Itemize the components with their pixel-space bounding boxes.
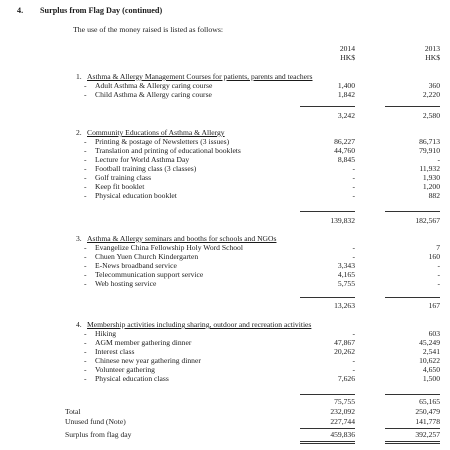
item-value-2014: - bbox=[352, 182, 355, 191]
surplus-rule-2013 bbox=[385, 428, 440, 429]
item-value-2013: 10,622 bbox=[419, 356, 440, 365]
bullet-dash: - bbox=[84, 365, 87, 374]
col-header-2014: 2014 bbox=[339, 44, 355, 53]
item-value-2014: 8,845 bbox=[337, 155, 355, 164]
item-value-2013: 1,200 bbox=[422, 182, 440, 191]
item-value-2014: 5,755 bbox=[337, 279, 355, 288]
item-value-2013: 79,910 bbox=[419, 146, 440, 155]
item-value-2013: 160 bbox=[428, 252, 440, 261]
item-value-2013: 4,650 bbox=[422, 365, 440, 374]
item-value-2014: - bbox=[352, 356, 355, 365]
subtotal-rule-2014 bbox=[300, 394, 355, 395]
item-label: Golf training class bbox=[95, 173, 152, 182]
item-value-2013: 2,220 bbox=[422, 90, 440, 99]
item-value-2014: 44,760 bbox=[334, 146, 355, 155]
item-value-2014: 1,842 bbox=[337, 90, 355, 99]
bullet-dash: - bbox=[84, 329, 87, 338]
surplus-rule-2014 bbox=[300, 428, 355, 429]
subtotal-2013: 167 bbox=[428, 301, 440, 310]
item-value-2014: - bbox=[352, 243, 355, 252]
subtotal-rule-2013 bbox=[385, 211, 440, 212]
bullet-dash: - bbox=[84, 155, 87, 164]
double-rule-2014-b bbox=[300, 443, 355, 444]
col-currency-2014: HK$ bbox=[340, 53, 355, 62]
section-heading: Surplus from Flag Day (continued) bbox=[40, 6, 163, 15]
subtotal-rule-2014 bbox=[300, 106, 355, 107]
surplus-2014: 459,836 bbox=[330, 430, 355, 439]
item-value-2014: 20,262 bbox=[334, 347, 355, 356]
double-rule-2014-a bbox=[300, 441, 355, 442]
item-value-2014: 1,400 bbox=[337, 81, 355, 90]
section-1-title: Asthma & Allergy Management Courses for patients, parents and teachers bbox=[87, 72, 313, 81]
item-value-2014: - bbox=[352, 173, 355, 182]
section-2-title: Community Educations of Asthma & Allergy bbox=[87, 128, 225, 137]
bullet-dash: - bbox=[84, 173, 87, 182]
bullet-dash: - bbox=[84, 347, 87, 356]
bullet-dash: - bbox=[84, 90, 87, 99]
item-label: Football training class (3 classes) bbox=[95, 164, 197, 173]
item-value-2014: - bbox=[352, 252, 355, 261]
item-label: Lecture for World Asthma Day bbox=[95, 155, 190, 164]
col-header-2013: 2013 bbox=[424, 44, 440, 53]
item-label: Interest class bbox=[95, 347, 135, 356]
section-3-title: Asthma & Allergy seminars and booths for schools and NGOs bbox=[87, 234, 277, 243]
bullet-dash: - bbox=[84, 252, 87, 261]
section-1-number: 1. bbox=[76, 72, 82, 81]
item-label: Physical education booklet bbox=[95, 191, 177, 200]
total-value-2014: 232,092 bbox=[330, 407, 355, 416]
item-label: Printing & postage of Newsletters (3 issues) bbox=[95, 137, 230, 146]
item-value-2013: - bbox=[437, 261, 440, 270]
item-value-2013: 7 bbox=[436, 243, 440, 252]
item-label: Child Asthma & Allergy caring course bbox=[95, 90, 212, 99]
item-value-2013: - bbox=[437, 155, 440, 164]
bullet-dash: - bbox=[84, 374, 87, 383]
subtotal-2014: 3,242 bbox=[337, 111, 355, 120]
bullet-dash: - bbox=[84, 81, 87, 90]
unused-fund-2014: 227,744 bbox=[330, 417, 355, 426]
unused-fund-2013: 141,778 bbox=[415, 417, 440, 426]
subtotal-2013: 182,567 bbox=[415, 216, 440, 225]
item-label: Adult Asthma & Allergy caring course bbox=[95, 81, 213, 90]
bullet-dash: - bbox=[84, 243, 87, 252]
subtotal-2013: 65,165 bbox=[419, 397, 440, 406]
item-value-2014: 4,165 bbox=[337, 270, 355, 279]
col-currency-2013: HK$ bbox=[425, 53, 440, 62]
section-4-title: Membership activities including sharing, outdoor and recreation activities bbox=[87, 320, 312, 329]
item-label: AGM member gathering dinner bbox=[95, 338, 192, 347]
bullet-dash: - bbox=[84, 261, 87, 270]
total-value-2013: 250,479 bbox=[415, 407, 440, 416]
subtotal-rule-2014 bbox=[300, 297, 355, 298]
item-value-2014: - bbox=[352, 329, 355, 338]
item-value-2013: - bbox=[437, 279, 440, 288]
item-label: Keep fit booklet bbox=[95, 182, 145, 191]
bullet-dash: - bbox=[84, 182, 87, 191]
bullet-dash: - bbox=[84, 164, 87, 173]
item-value-2013: 882 bbox=[428, 191, 440, 200]
subtotal-2014: 75,755 bbox=[334, 397, 355, 406]
item-value-2013: 11,932 bbox=[419, 164, 440, 173]
subtotal-2013: 2,580 bbox=[422, 111, 440, 120]
item-label: E-News broadband service bbox=[95, 261, 177, 270]
subtotal-rule-2013 bbox=[385, 297, 440, 298]
bullet-dash: - bbox=[84, 270, 87, 279]
subtotal-rule-2013 bbox=[385, 394, 440, 395]
item-value-2014: 7,626 bbox=[337, 374, 355, 383]
item-value-2013: 86,713 bbox=[419, 137, 440, 146]
bullet-dash: - bbox=[84, 191, 87, 200]
subtotal-rule-2013 bbox=[385, 106, 440, 107]
item-value-2013: 360 bbox=[428, 81, 440, 90]
item-value-2013: 603 bbox=[428, 329, 440, 338]
item-value-2013: 45,249 bbox=[419, 338, 440, 347]
section-3-number: 3. bbox=[76, 234, 82, 243]
surplus-2013: 392,257 bbox=[415, 430, 440, 439]
item-value-2014: 3,343 bbox=[337, 261, 355, 270]
subtotal-2014: 13,263 bbox=[334, 301, 355, 310]
double-rule-2013-a bbox=[385, 441, 440, 442]
item-value-2014: - bbox=[352, 365, 355, 374]
item-value-2013: 1,500 bbox=[422, 374, 440, 383]
item-label: Translation and printing of educational booklets bbox=[95, 146, 241, 155]
item-label: Web hosting service bbox=[95, 279, 157, 288]
item-label: Chuen Yuen Church Kindergarten bbox=[95, 252, 199, 261]
bullet-dash: - bbox=[84, 146, 87, 155]
item-label: Evangelize China Fellowship Holy Word School bbox=[95, 243, 243, 252]
bullet-dash: - bbox=[84, 137, 87, 146]
item-value-2014: 47,867 bbox=[334, 338, 355, 347]
item-label: Hiking bbox=[95, 329, 117, 338]
section-2-number: 2. bbox=[76, 128, 82, 137]
total-label: Total bbox=[65, 407, 81, 416]
bullet-dash: - bbox=[84, 338, 87, 347]
subtotal-rule-2014 bbox=[300, 211, 355, 212]
item-label: Physical education class bbox=[95, 374, 169, 383]
section-number: 4. bbox=[17, 6, 24, 15]
bullet-dash: - bbox=[84, 356, 87, 365]
item-value-2014: - bbox=[352, 164, 355, 173]
item-value-2013: 2,541 bbox=[422, 347, 440, 356]
bullet-dash: - bbox=[84, 279, 87, 288]
unused-fund-label: Unused fund (Note) bbox=[65, 417, 126, 426]
item-value-2014: - bbox=[352, 191, 355, 200]
item-value-2013: - bbox=[437, 270, 440, 279]
surplus-label: Surplus from flag day bbox=[65, 430, 132, 439]
item-label: Telecommunication support service bbox=[95, 270, 204, 279]
item-label: Volunteer gathering bbox=[95, 365, 155, 374]
item-value-2013: 1,930 bbox=[422, 173, 440, 182]
double-rule-2013-b bbox=[385, 443, 440, 444]
section-4-number: 4. bbox=[76, 320, 82, 329]
intro-text: The use of the money raised is listed as follows: bbox=[73, 25, 224, 34]
item-value-2014: 86,227 bbox=[334, 137, 355, 146]
subtotal-2014: 139,832 bbox=[330, 216, 355, 225]
item-label: Chinese new year gathering dinner bbox=[95, 356, 201, 365]
